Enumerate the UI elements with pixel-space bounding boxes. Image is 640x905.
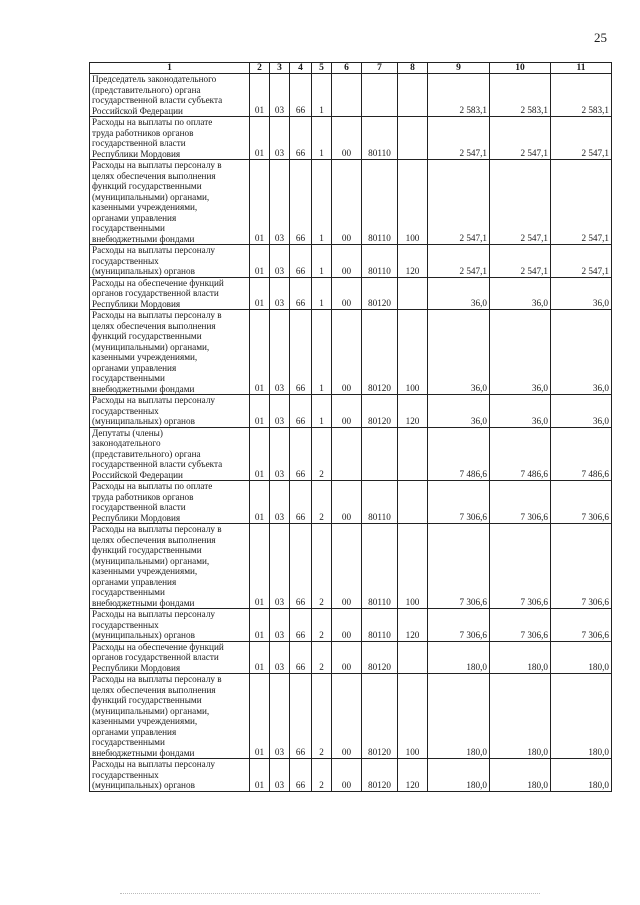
cell-expense-type: 120 <box>398 245 428 278</box>
cell-section: 01 <box>250 160 270 245</box>
cell-amount-col10: 36,0 <box>490 395 551 428</box>
cell-expense-type <box>398 117 428 160</box>
table-row <box>90 160 612 245</box>
table-row <box>90 481 612 524</box>
cell-target-code: 80120 <box>362 395 398 428</box>
cell-target-code: 80120 <box>362 759 398 792</box>
cell-amount-col10: 36,0 <box>490 277 551 310</box>
header-cell: 4 <box>290 63 312 74</box>
cell-amount-col9: 7 306,6 <box>428 524 490 609</box>
cell-subprogram: 1 <box>312 74 332 117</box>
cell-program: 66 <box>290 395 312 428</box>
cell-subsection: 03 <box>270 524 290 609</box>
cell-amount-col9: 2 547,1 <box>428 117 490 160</box>
cell-target-code <box>362 74 398 117</box>
cell-target-code: 80110 <box>362 117 398 160</box>
cell-subprogram: 2 <box>312 427 332 481</box>
cell-amount-col11: 180,0 <box>551 759 612 792</box>
cell-amount-col10: 180,0 <box>490 674 551 759</box>
cell-amount-col10: 2 583,1 <box>490 74 551 117</box>
page-number: 25 <box>594 30 607 45</box>
table-row <box>90 524 612 609</box>
cell-section: 01 <box>250 277 270 310</box>
cell-amount-col10: 2 547,1 <box>490 245 551 278</box>
cell-amount-col11: 7 306,6 <box>551 524 612 609</box>
cell-direction: 00 <box>332 759 362 792</box>
header-cell: 11 <box>551 63 612 74</box>
table-row <box>90 74 612 117</box>
header-row <box>90 63 612 74</box>
cell-amount-col9: 36,0 <box>428 310 490 395</box>
cell-section: 01 <box>250 395 270 428</box>
cell-amount-col10: 180,0 <box>490 759 551 792</box>
table-row <box>90 609 612 642</box>
cell-amount-col9: 2 547,1 <box>428 245 490 278</box>
cell-program: 66 <box>290 160 312 245</box>
cell-section: 01 <box>250 524 270 609</box>
cell-direction: 00 <box>332 310 362 395</box>
cell-direction <box>332 74 362 117</box>
cell-amount-col9: 7 306,6 <box>428 609 490 642</box>
table-row <box>90 674 612 759</box>
cell-direction: 00 <box>332 609 362 642</box>
cell-expense-type: 120 <box>398 759 428 792</box>
cell-program: 66 <box>290 74 312 117</box>
cell-subprogram: 2 <box>312 759 332 792</box>
cell-subprogram: 2 <box>312 524 332 609</box>
cell-amount-col10: 2 547,1 <box>490 117 551 160</box>
cell-amount-col9: 180,0 <box>428 759 490 792</box>
row-name: Депутаты (члены) законодательного (представительного) органа государственной власти субъекта Российской Федерации <box>90 427 250 481</box>
cell-subsection: 03 <box>270 74 290 117</box>
cell-program: 66 <box>290 674 312 759</box>
cell-subsection: 03 <box>270 277 290 310</box>
cell-direction: 00 <box>332 481 362 524</box>
cell-amount-col10: 2 547,1 <box>490 160 551 245</box>
cell-target-code: 80110 <box>362 160 398 245</box>
cell-amount-col11: 2 583,1 <box>551 74 612 117</box>
table-row <box>90 427 612 481</box>
cell-subsection: 03 <box>270 117 290 160</box>
cell-amount-col11: 180,0 <box>551 674 612 759</box>
cell-amount-col9: 36,0 <box>428 277 490 310</box>
cell-direction: 00 <box>332 277 362 310</box>
row-name: Расходы на выплаты по оплате труда работников органов государственной власти Республики Мордовия <box>90 117 250 160</box>
header-cell: 5 <box>312 63 332 74</box>
cell-amount-col11: 36,0 <box>551 277 612 310</box>
cell-expense-type <box>398 641 428 674</box>
cell-program: 66 <box>290 117 312 160</box>
cell-expense-type: 100 <box>398 310 428 395</box>
row-name: Расходы на выплаты персоналу государственных (муниципальных) органов <box>90 395 250 428</box>
table-row <box>90 245 612 278</box>
cell-direction: 00 <box>332 245 362 278</box>
cell-expense-type: 100 <box>398 524 428 609</box>
cell-section: 01 <box>250 117 270 160</box>
cell-target-code: 80120 <box>362 674 398 759</box>
row-name: Расходы на выплаты персоналу государственных (муниципальных) органов <box>90 609 250 642</box>
cell-amount-col9: 2 547,1 <box>428 160 490 245</box>
cell-program: 66 <box>290 481 312 524</box>
cell-direction: 00 <box>332 524 362 609</box>
cell-target-code: 80110 <box>362 245 398 278</box>
cell-subsection: 03 <box>270 674 290 759</box>
row-name: Расходы на выплаты персоналу в целях обеспечения выполнения функций государственными (муниципальными) органами, казенными учреждениями, органами управления государственными внебюджетными фондами <box>90 674 250 759</box>
cell-program: 66 <box>290 245 312 278</box>
cell-subprogram: 1 <box>312 395 332 428</box>
cell-subsection: 03 <box>270 609 290 642</box>
cell-amount-col10: 7 306,6 <box>490 609 551 642</box>
cell-expense-type: 100 <box>398 674 428 759</box>
cell-expense-type: 120 <box>398 609 428 642</box>
row-name: Расходы на выплаты персоналу в целях обеспечения выполнения функций государственными (муниципальными) органами, казенными учреждениями, органами управления государственными внебюджетными фондами <box>90 160 250 245</box>
cell-expense-type: 100 <box>398 160 428 245</box>
row-name: Расходы на выплаты персоналу государственных (муниципальных) органов <box>90 759 250 792</box>
cell-amount-col9: 180,0 <box>428 674 490 759</box>
cell-target-code: 80110 <box>362 481 398 524</box>
cell-program: 66 <box>290 310 312 395</box>
row-name: Расходы на обеспечение функций органов государственной власти Республики Мордовия <box>90 277 250 310</box>
header-cell: 8 <box>398 63 428 74</box>
table-row <box>90 641 612 674</box>
cell-subprogram: 1 <box>312 160 332 245</box>
cell-program: 66 <box>290 524 312 609</box>
cell-amount-col10: 180,0 <box>490 641 551 674</box>
cell-section: 01 <box>250 481 270 524</box>
header-cell: 10 <box>490 63 551 74</box>
table-body <box>90 74 612 792</box>
cell-amount-col11: 7 306,6 <box>551 481 612 524</box>
cell-section: 01 <box>250 609 270 642</box>
cell-expense-type <box>398 427 428 481</box>
cell-amount-col10: 7 306,6 <box>490 481 551 524</box>
cell-amount-col11: 7 486,6 <box>551 427 612 481</box>
cell-subprogram: 2 <box>312 609 332 642</box>
row-name: Расходы на обеспечение функций органов государственной власти Республики Мордовия <box>90 641 250 674</box>
cell-amount-col11: 180,0 <box>551 641 612 674</box>
cell-amount-col9: 180,0 <box>428 641 490 674</box>
cell-target-code: 80110 <box>362 524 398 609</box>
cell-subprogram: 2 <box>312 641 332 674</box>
cell-section: 01 <box>250 310 270 395</box>
budget-table <box>89 62 612 792</box>
cell-amount-col9: 2 583,1 <box>428 74 490 117</box>
cell-amount-col11: 36,0 <box>551 310 612 395</box>
cell-expense-type <box>398 277 428 310</box>
cell-amount-col9: 36,0 <box>428 395 490 428</box>
cell-subsection: 03 <box>270 160 290 245</box>
header-cell: 9 <box>428 63 490 74</box>
table-row <box>90 759 612 792</box>
row-name: Расходы на выплаты по оплате труда работников органов государственной власти Республики Мордовия <box>90 481 250 524</box>
cell-direction: 00 <box>332 117 362 160</box>
cell-target-code: 80120 <box>362 277 398 310</box>
row-name: Председатель законодательного (представительного) органа государственной власти субъекта Российской Федерации <box>90 74 250 117</box>
cell-amount-col10: 36,0 <box>490 310 551 395</box>
cell-expense-type: 120 <box>398 395 428 428</box>
cell-subsection: 03 <box>270 427 290 481</box>
cell-subprogram: 1 <box>312 310 332 395</box>
cell-target-code: 80120 <box>362 641 398 674</box>
cell-subsection: 03 <box>270 759 290 792</box>
scan-artifact-line <box>120 893 540 895</box>
cell-amount-col11: 2 547,1 <box>551 117 612 160</box>
cell-section: 01 <box>250 74 270 117</box>
header-cell: 1 <box>90 63 250 74</box>
cell-direction: 00 <box>332 160 362 245</box>
table-row <box>90 117 612 160</box>
cell-subprogram: 1 <box>312 117 332 160</box>
cell-amount-col10: 7 486,6 <box>490 427 551 481</box>
cell-amount-col11: 36,0 <box>551 395 612 428</box>
table-row <box>90 395 612 428</box>
cell-program: 66 <box>290 641 312 674</box>
cell-amount-col10: 7 306,6 <box>490 524 551 609</box>
row-name: Расходы на выплаты персоналу в целях обеспечения выполнения функций государственными (муниципальными) органами, казенными учреждениями, органами управления государственными внебюджетными фондами <box>90 310 250 395</box>
cell-section: 01 <box>250 759 270 792</box>
cell-section: 01 <box>250 674 270 759</box>
header-cell: 6 <box>332 63 362 74</box>
cell-expense-type <box>398 481 428 524</box>
row-name: Расходы на выплаты персоналу в целях обеспечения выполнения функций государственными (муниципальными) органами, казенными учреждениями, органами управления государственными внебюджетными фондами <box>90 524 250 609</box>
cell-subsection: 03 <box>270 310 290 395</box>
header-cell: 3 <box>270 63 290 74</box>
cell-direction: 00 <box>332 641 362 674</box>
row-name: Расходы на выплаты персоналу государственных (муниципальных) органов <box>90 245 250 278</box>
header-cell: 2 <box>250 63 270 74</box>
cell-amount-col9: 7 486,6 <box>428 427 490 481</box>
cell-subprogram: 2 <box>312 481 332 524</box>
cell-subsection: 03 <box>270 641 290 674</box>
cell-amount-col9: 7 306,6 <box>428 481 490 524</box>
table-row <box>90 310 612 395</box>
cell-target-code <box>362 427 398 481</box>
cell-direction: 00 <box>332 674 362 759</box>
cell-target-code: 80120 <box>362 310 398 395</box>
cell-direction: 00 <box>332 395 362 428</box>
cell-section: 01 <box>250 641 270 674</box>
table-row <box>90 277 612 310</box>
cell-subsection: 03 <box>270 481 290 524</box>
cell-target-code: 80110 <box>362 609 398 642</box>
cell-program: 66 <box>290 277 312 310</box>
cell-program: 66 <box>290 427 312 481</box>
cell-subprogram: 1 <box>312 277 332 310</box>
cell-section: 01 <box>250 427 270 481</box>
cell-expense-type <box>398 74 428 117</box>
cell-subsection: 03 <box>270 395 290 428</box>
cell-program: 66 <box>290 609 312 642</box>
cell-direction <box>332 427 362 481</box>
cell-subprogram: 1 <box>312 245 332 278</box>
cell-amount-col11: 2 547,1 <box>551 245 612 278</box>
cell-program: 66 <box>290 759 312 792</box>
cell-amount-col11: 2 547,1 <box>551 160 612 245</box>
cell-section: 01 <box>250 245 270 278</box>
cell-amount-col11: 7 306,6 <box>551 609 612 642</box>
header-cell: 7 <box>362 63 398 74</box>
cell-subsection: 03 <box>270 245 290 278</box>
cell-subprogram: 2 <box>312 674 332 759</box>
